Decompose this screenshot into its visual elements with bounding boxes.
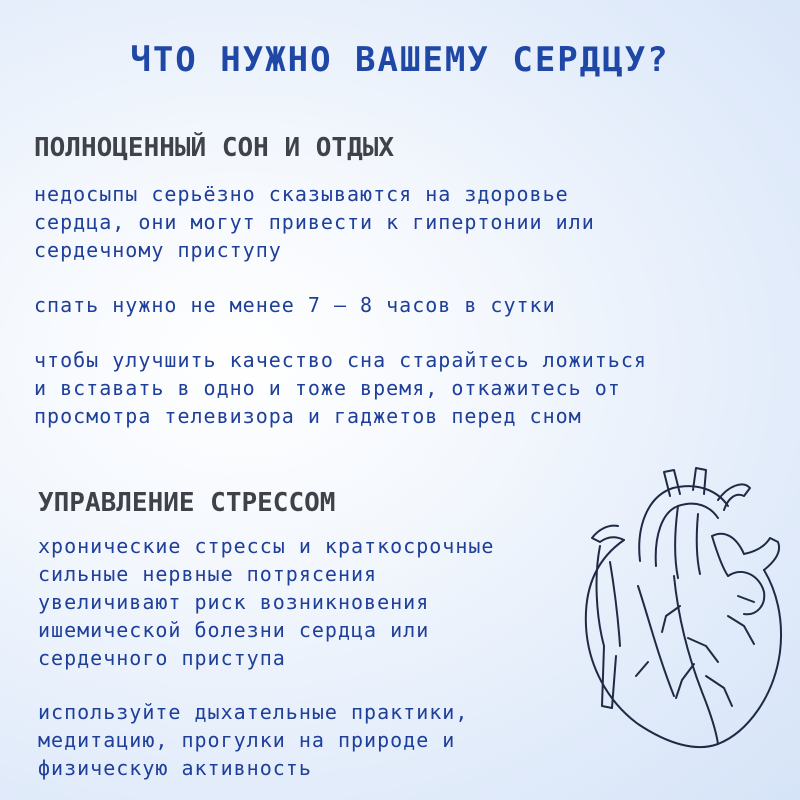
text-line: просмотра телевизора и гаджетов перед сном (34, 404, 582, 428)
stress-paragraph-1 (38, 532, 494, 672)
text-line: сердца, они могут привести к гипертонии или (34, 210, 595, 234)
text-line: сильные нервные потрясения (38, 562, 378, 586)
text-line: ишемической болезни сердца или (38, 618, 430, 642)
text-line: сердечному приступу (34, 238, 282, 262)
heart-anatomy-icon (578, 466, 788, 756)
text-line: физическую активность (38, 756, 312, 780)
sleep-paragraph-1 (34, 180, 595, 264)
text-line: увеличивают риск возникновения (38, 590, 430, 614)
text-line: недосыпы серьёзно сказываются на здоровье (34, 182, 569, 206)
text-line: спать нужно не менее 7 – 8 часов в сутки (34, 293, 556, 317)
stress-paragraph-2 (38, 698, 468, 782)
text-line: хронические стрессы и краткосрочные (38, 534, 495, 558)
text-line: используйте дыхательные практики, (38, 700, 469, 724)
text-line: медитацию, прогулки на природе и (38, 728, 456, 752)
sleep-paragraph-2 (34, 291, 556, 319)
section-heading-sleep: ПОЛНОЦЕННЫЙ СОН И ОТДЫХ (34, 133, 395, 163)
text-line: сердечного приступа (38, 646, 286, 670)
text-line: чтобы улучшить качество сна старайтесь ложиться (34, 348, 647, 372)
section-heading-stress: УПРАВЛЕНИЕ СТРЕССОМ (38, 488, 336, 518)
text-line: и вставать в одно и тоже время, откажитесь от (34, 376, 621, 400)
page-title: ЧТО НУЖНО ВАШЕМУ СЕРДЦУ? (130, 40, 670, 80)
sleep-paragraph-3 (34, 346, 647, 430)
